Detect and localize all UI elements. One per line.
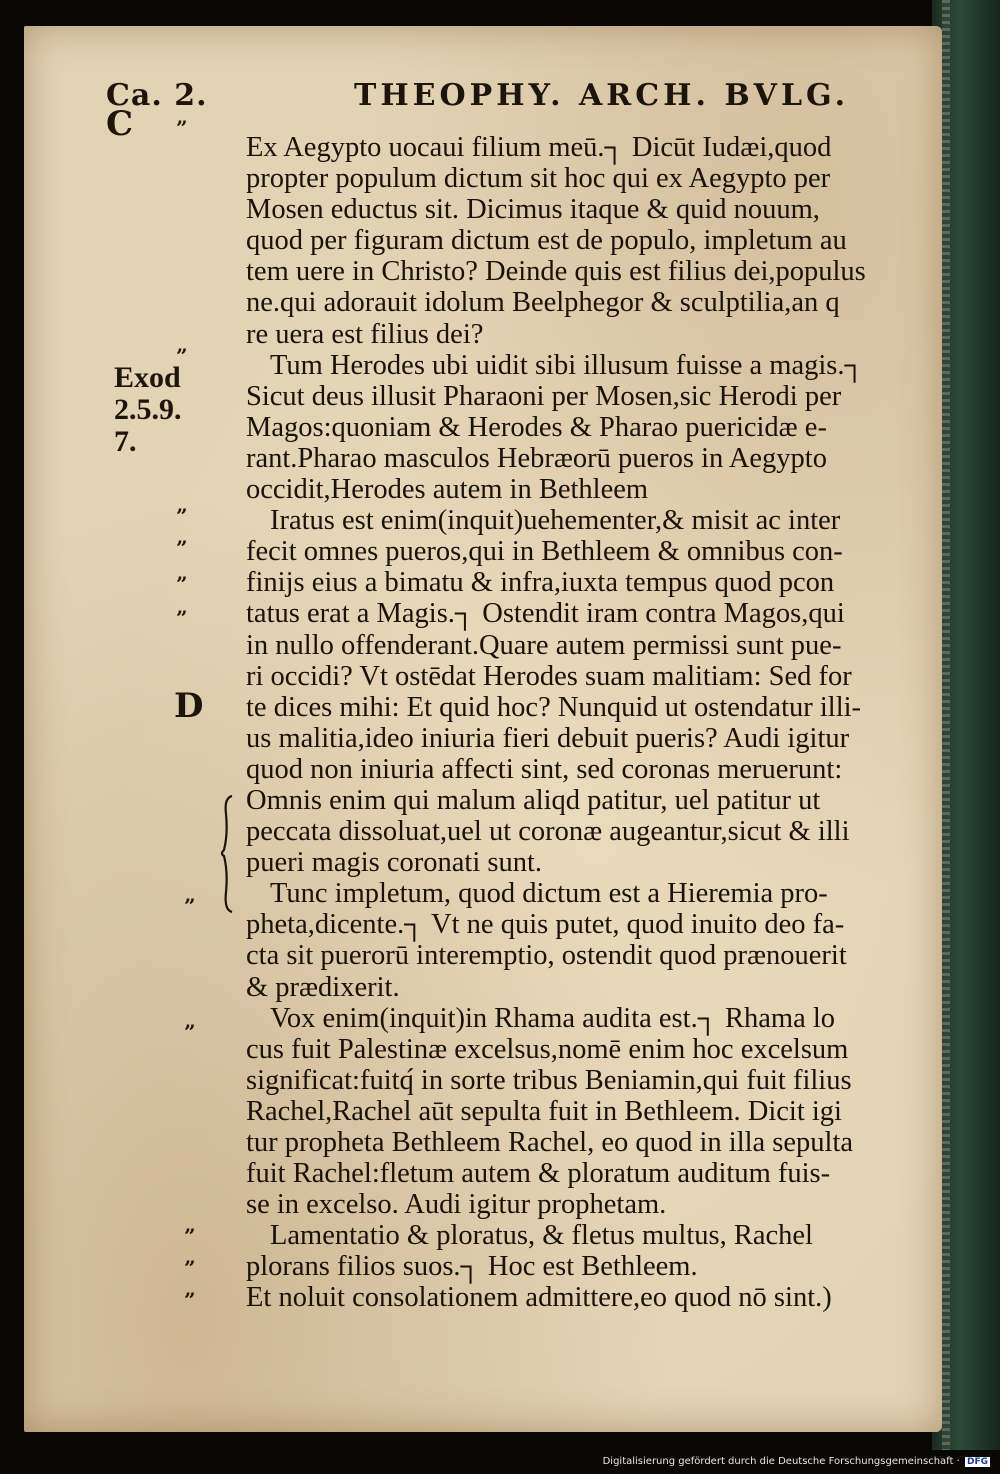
text-line: te dices mihi: Et quid hoc? Nunquid ut ostendatur illi- [246,691,862,723]
text-line: Magos:quoniam & Herodes & Pharao puericidæ e- [246,411,827,443]
quote-mark: ” [176,572,186,596]
text-line: us malitia,ideo iniuria fieri debuit pueris? Audi igitur [246,722,850,754]
text-line: Iratus est enim(inquit)uehementer,& misit ac inter [270,505,841,537]
text-line: cus fuit Palestinæ excelsus,nomē enim hoc excelsum [246,1033,849,1065]
text-line: ri occidi? Vt ostēdat Herodes suam malitiam: Sed for [246,660,852,692]
text-line: cta sit puerorū interemptio, ostendit quod prænouerit [246,940,847,972]
book-page [24,26,942,1432]
text-line: Tunc impletum, quod dictum est a Hieremia pro- [270,878,828,910]
text-line: Omnis enim qui malum aliqd patitur, uel patitur ut [246,784,821,816]
text-line: ne.qui adorauit idolum Beelphegor & sculptilia,an q [246,287,840,319]
text-line: tem uere in Christo? Deinde quis est filius dei,populus [246,256,866,288]
margin-section-letter-d: D [174,686,204,726]
text-line: Et noluit consolationem admittere,eo quod nō sint.) [246,1282,832,1314]
chapter-reference: Ca. 2. [106,78,208,113]
text-line: in nullo offenderant.Quare autem permissi sunt pue- [246,629,842,661]
text-line: se in excelso. Audi igitur prophetam. [246,1189,667,1221]
text-line: significat:fuitq́ in sorte tribus Beniamin,qui fuit filius [246,1064,852,1096]
quote-mark: ” [184,1288,194,1312]
digitization-credit [603,1456,990,1467]
text-line: Ex Aegypto uocaui filium meū.┐ Dicūt Iudæi,quod [246,132,832,163]
running-title: THEOPHY. ARCH. BVLG. [354,78,850,113]
text-line: tur propheta Bethleem Rachel, eo quod in illa sepulta [246,1127,854,1158]
margin-ref-exod-verse: 2.5.9. [114,393,182,426]
text-line: finijs eius a bimatu & infra,iuxta tempus quod pcon [246,567,835,599]
quote-mark: ” [176,504,186,528]
text-line: Tum Herodes ubi uidit sibi illusum fuisse a magis.┐ [270,349,865,381]
margin-ref-exod-chapter: 7. [114,425,137,458]
text-line: peccata dissoluat,uel ut coronæ augeantur,sicut & illi [246,816,850,848]
text-line: pheta,dicente.┐ Vt ne quis putet, quod inuito deo fa- [246,909,845,941]
text-line: re uera est filius dei? [246,318,484,350]
text-line: quod per figuram dictum est de populo, impletum au [246,225,847,257]
quote-mark: ” [184,894,194,918]
credit-text: Digitalisierung gefördert durch die Deutsche Forschungsgemeinschaft · [602,1456,960,1467]
quote-mark: ” [184,1224,194,1248]
text-line: Mosen eductus sit. Dicimus itaque & quid nouum, [246,194,820,226]
text-line: plorans filios suos.┐ Hoc est Bethleem. [246,1251,698,1283]
text-line: quod non iniuria affecti sint, sed coronas meruerunt: [246,753,843,785]
quote-mark: ” [176,116,186,140]
quote-mark: ” [176,536,186,560]
running-head [24,78,942,118]
text-line: Rachel,Rachel aūt sepulta fuit in Bethleem. Dicit igi [246,1095,842,1127]
dfg-logo: DFG [966,1457,988,1467]
margin-section-letter-c: C [106,104,134,144]
main-text-column [246,132,946,1314]
text-line: occidit,Herodes autem in Bethleem [246,474,649,506]
text-line: rant.Pharao masculos Hebræorū pueros in Aegypto [246,442,827,474]
text-line: Lamentatio & ploratus, & fletus multus, Rachel [270,1220,813,1252]
text-line: fuit Rachel:fletum autem & ploratum auditum fuis- [246,1158,831,1190]
text-line: Sicut deus illusit Pharaoni per Mosen,sic Herodi per [246,380,842,412]
text-line: tatus erat a Magis.┐ Ostendit iram contra Magos,qui [246,598,845,630]
quote-mark: ” [184,1256,194,1280]
margin-ref-exod: Exod [114,361,181,394]
quote-mark: ” [176,344,186,368]
text-line: fecit omnes pueros,qui in Bethleem & omnibus con- [246,536,843,568]
text-line: pueri magis coronati sunt. [246,847,543,879]
text-line: Vox enim(inquit)in Rhama audita est.┐ Rhama lo [270,1002,836,1034]
margin-brace [220,794,236,914]
text-line: propter populum dictum sit hoc qui ex Aegypto per [246,163,831,195]
quote-mark: ” [176,606,186,630]
quote-mark: ” [184,1020,194,1044]
text-line: & prædixerit. [246,971,400,1003]
